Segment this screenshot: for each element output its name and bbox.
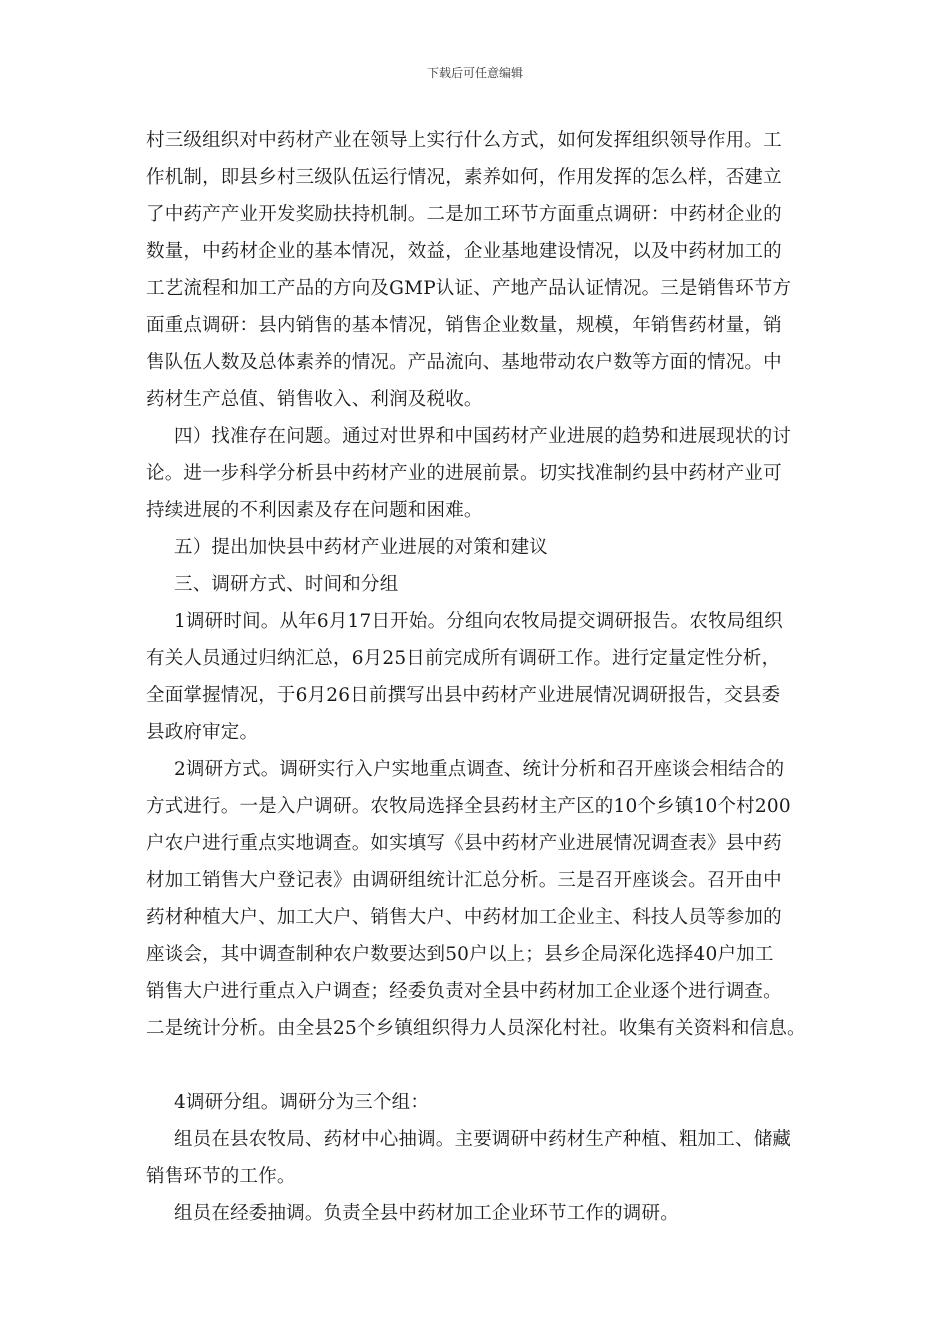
text-line: 座谈会，其中调查制种农户数要达到50户以上；县乡企局深化选择40户加工 [146,944,774,965]
text-line: 全面掌握情况，于6月26日前撰写出县中药材产业进展情况调研报告，交县委 [146,685,781,706]
text-line: 县政府审定。 [146,722,259,743]
text-line: 售队伍人数及总体素养的情况。产品流向、基地带动农户数等方面的情况。中 [146,352,782,373]
paragraph-start: 1调研时间。从年6月17日开始。分组向农牧局提交调研报告。农牧局组织 [174,611,783,632]
text-line: 户农户进行重点实地调查。如实填写《县中药材产业进展情况调查表》县中药 [146,833,782,854]
text-line: 销售大户进行重点入户调查；经委负责对全县中药材加工企业逐个进行调查。 [146,981,782,1002]
text-line: 村三级组织对中药材产业在领导上实行什么方式，如何发挥组织领导作用。工 [146,130,782,151]
text-line: 数量，中药材企业的基本情况，效益，企业基地建设情况，以及中药材加工的 [146,241,782,262]
text-line: 二是统计分析。由全县25个乡镇组织得力人员深化村社。收集有关资料和信息。 [146,1018,806,1039]
paragraph-start: 组员在县农牧局、药材中心抽调。主要调研中药材生产种植、粗加工、储藏 [174,1129,792,1150]
text-line: 面重点调研：县内销售的基本情况，销售企业数量，规模，年销售药材量，销 [146,315,782,336]
paragraph-gap [146,1047,826,1084]
text-line: 持续进展的不利因素及存在问题和困难。 [146,500,483,521]
text-line: 了中药产产业开发奖励扶持机制。二是加工环节方面重点调研：中药材企业的 [146,204,782,225]
paragraph-start: 组员在经委抽调。负责全县中药材加工企业环节工作的调研。 [174,1203,679,1224]
text-line: 有关人员通过归纳汇总，6月25日前完成所有调研工作。进行定量定性分析， [146,648,781,669]
text-line: 销售环节的工作。 [146,1166,296,1187]
text-line: 论。进一步科学分析县中药材产业的进展前景。切实找准制约县中药材产业可 [146,463,782,484]
paragraph-start: 4调研分组。调研分为三个组： [174,1092,430,1113]
document-body [146,122,826,1232]
section-heading: 三、调研方式、时间和分组 [174,574,399,595]
text-line: 药材生产总值、销售收入、利润及税收。 [146,389,483,410]
text-line: 工艺流程和加工产品的方向及GMP认证、产地产品认证情况。三是销售环节方 [146,278,792,299]
text-line: 材加工销售大户登记表》由调研组统计汇总分析。三是召开座谈会。召开由中 [146,870,782,891]
text-line: 作机制，即县乡村三级队伍运行情况，素养如何，作用发挥的怎么样，否建立 [146,167,782,188]
text-line: 药材种植大户、加工大户、销售大户、中药材加工企业主、科技人员等参加的 [146,907,782,928]
section-heading: 五）提出加快县中药材产业进展的对策和建议 [174,537,549,558]
paragraph-start: 2调研方式。调研实行入户实地重点调查、统计分析和召开座谈会相结合的 [174,759,785,780]
page-header: 下载后可任意编辑 [426,66,523,80]
text-line: 方式进行。一是入户调研。农牧局选择全县药材主产区的10个乡镇10个村200 [146,796,791,817]
paragraph-start: 四）找准存在问题。通过对世界和中国药材产业进展的趋势和进展现状的讨 [174,426,792,447]
